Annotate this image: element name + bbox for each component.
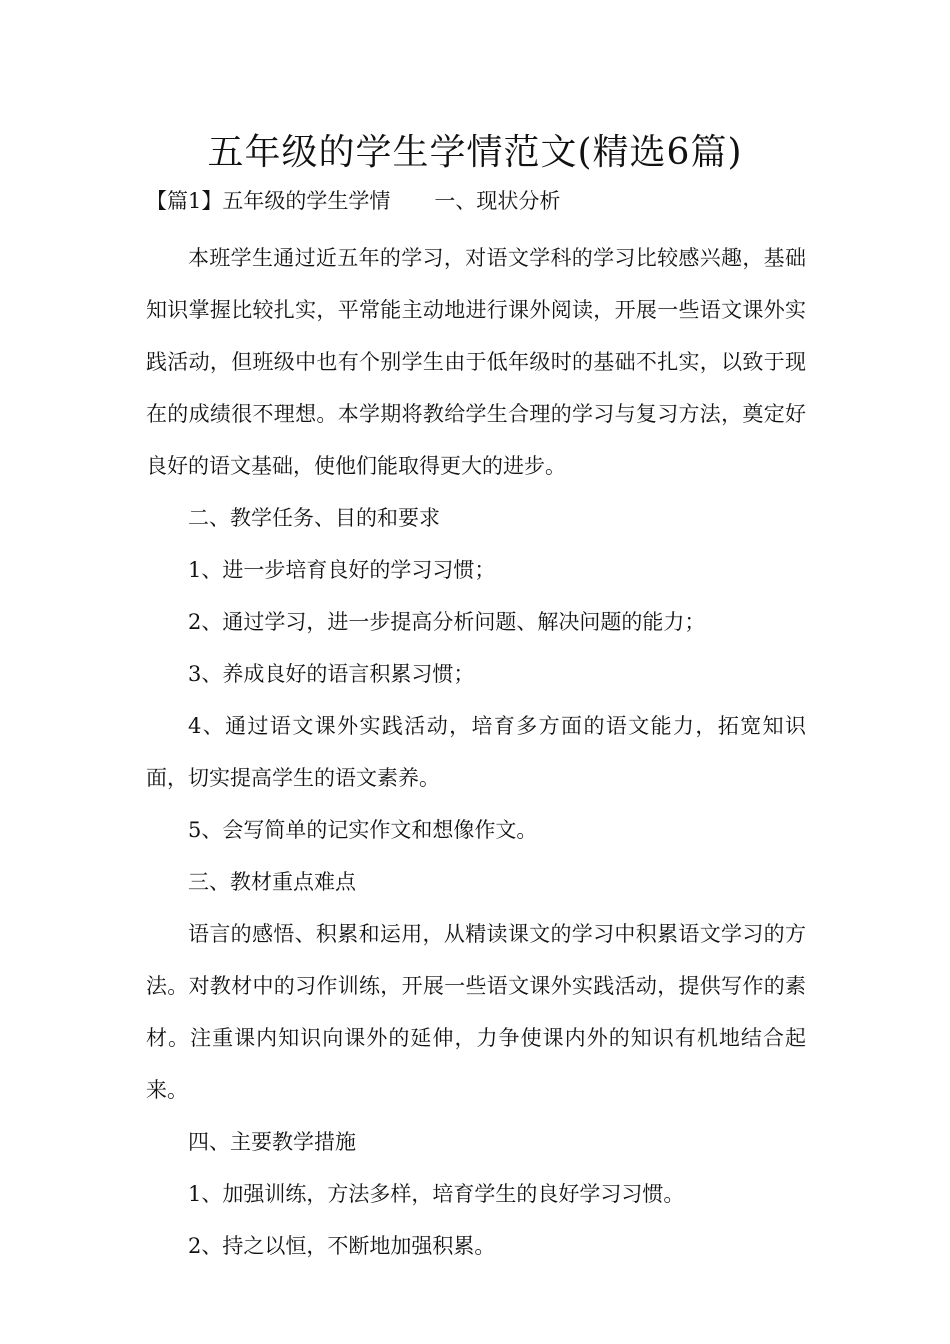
- article-tag: 【篇1】五年级的学生学情: [146, 189, 391, 213]
- section-heading: 三、教材重点难点: [188, 870, 356, 894]
- document-title: 五年级的学生学情范文(精选6篇): [207, 132, 743, 173]
- section-heading: 四、主要教学措施: [188, 1130, 356, 1154]
- document-body: [146, 232, 806, 1272]
- list-item: 4、通过语文课外实践活动，培育多方面的语文能力，拓宽知识面，切实提高学生的语文素养。: [146, 714, 806, 790]
- paragraph: 本班学生通过近五年的学习，对语文学科的学习比较感兴趣，基础知识掌握比较扎实，平常能主动地进行课外阅读，开展一些语文课外实践活动，但班级中也有个别学生由于低年级时的基础不扎实，以致于现在的成绩很不理想。本学期将教给学生合理的学习与复习方法，奠定好良好的语文基础，使他们能取得更大的进步。: [146, 246, 806, 478]
- section-heading: 一、现状分析: [434, 189, 561, 213]
- list-item: 1、进一步培育良好的学习习惯；: [188, 558, 496, 582]
- section-header-line: [146, 186, 560, 216]
- section-heading: 二、教学任务、目的和要求: [188, 506, 440, 530]
- list-item: 3、养成良好的语言积累习惯；: [188, 662, 475, 686]
- list-item: 1、加强训练，方法多样，培育学生的良好学习习惯。: [188, 1182, 685, 1206]
- paragraph: 语言的感悟、积累和运用，从精读课文的学习中积累语文学习的方法。对教材中的习作训练，开展一些语文课外实践活动，提供写作的素材。注重课内知识向课外的延伸，力争使课内外的知识有机地结合起来。: [146, 922, 806, 1102]
- list-item: 2、通过学习，进一步提高分析问题、解决问题的能力；: [188, 610, 706, 634]
- list-item: 2、持之以恒，不断地加强积累。: [188, 1234, 496, 1258]
- list-item: 5、会写简单的记实作文和想像作文。: [188, 818, 538, 842]
